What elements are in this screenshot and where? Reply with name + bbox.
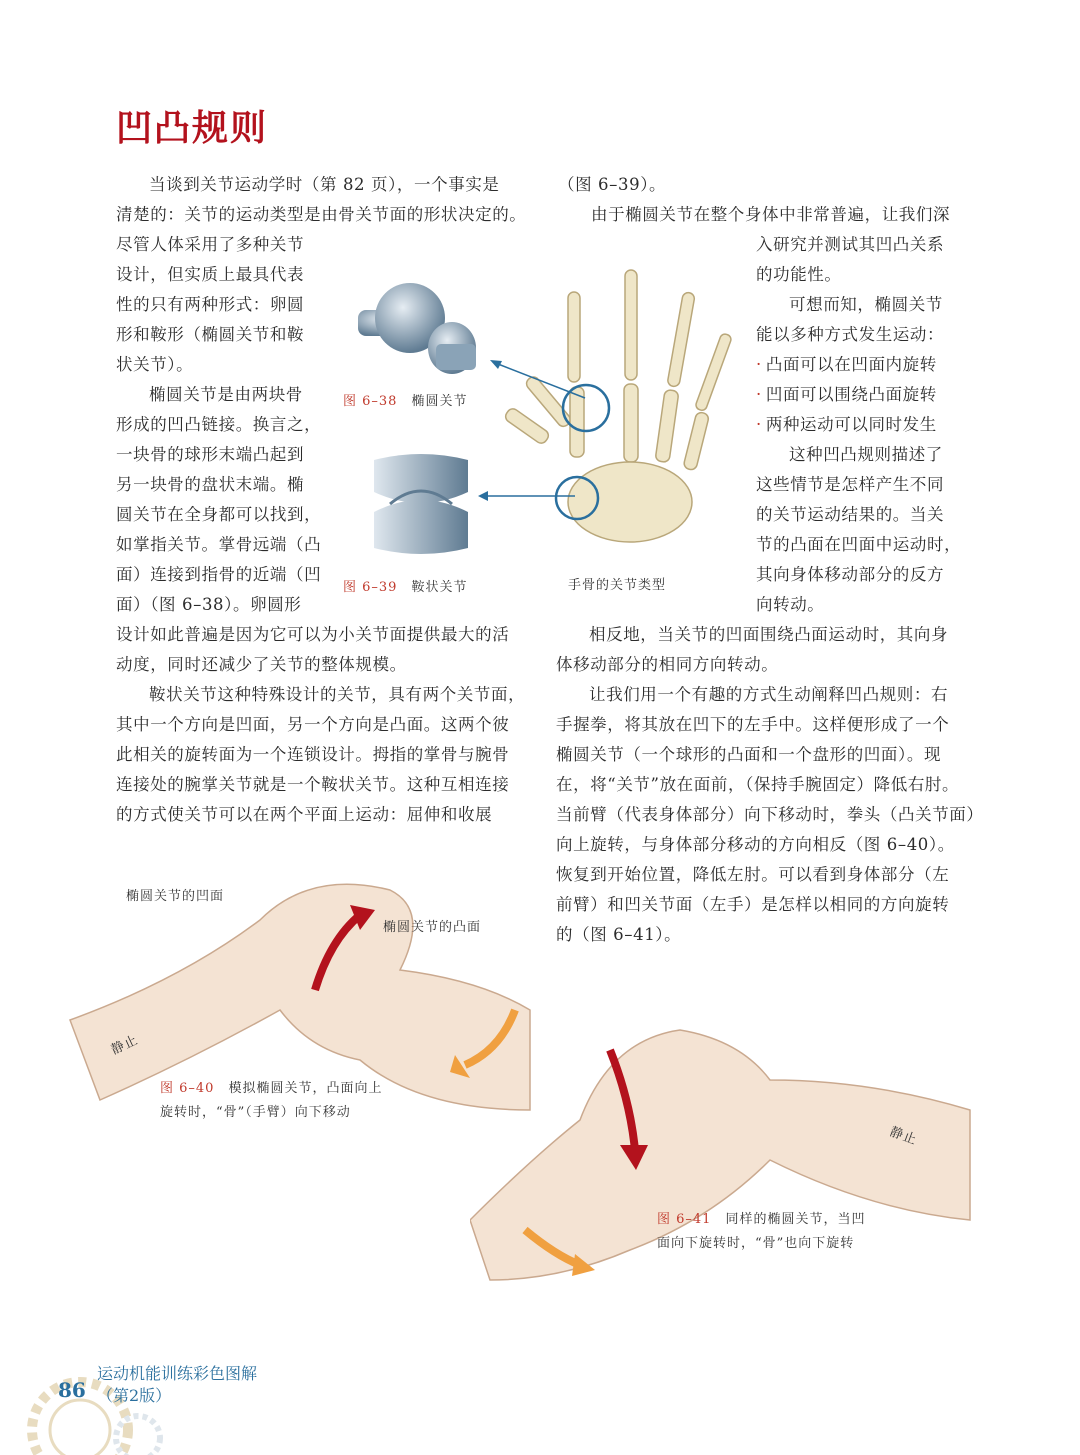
text-line: 设计如此普遍是因为它可以为小关节面提供最大的活 <box>116 625 510 644</box>
ellipsoid-joint-illustration <box>350 268 480 383</box>
text-line: 连接处的腕掌关节就是一个鞍状关节。这种互相连接 <box>116 775 510 794</box>
text-line: 一块骨的球形末端凸起到 <box>116 445 305 464</box>
pointer-arrows <box>470 350 590 510</box>
text-line: 其中一个方向是凹面，另一个方向是凸面。这两个彼 <box>116 715 510 734</box>
text-line: 尽管人体采用了多种关节 <box>116 235 305 254</box>
figure-text: 模拟椭圆关节，凸面向上 <box>228 1081 383 1096</box>
right-top <box>558 170 978 230</box>
text-line: 手握拳，将其放在凹下的左手中。这样便形成了一个 <box>556 715 950 734</box>
figure-number: 图 6–40 <box>160 1081 215 1096</box>
page-number: 86 <box>58 1378 86 1402</box>
text-line: 的方式使关节可以在两个平面上运动：屈伸和收展 <box>116 805 493 824</box>
text-line: 动度，同时还减少了关节的整体规模。 <box>116 655 407 674</box>
text-line: 体移动部分的相同方向转动。 <box>556 655 779 674</box>
text-line: 当前臂（代表身体部分）向下移动时，拳头（凸关节面） <box>556 805 984 824</box>
edition-text: （第2版） <box>97 1386 172 1405</box>
list-item: · 凹面可以围绕凸面旋转 <box>756 380 978 410</box>
hand-caption: 手骨的关节类型 <box>568 578 667 593</box>
still-label: 静止 <box>887 1124 920 1149</box>
figure-6-41-caption <box>657 1208 865 1256</box>
figure-text: 同样的椭圆关节，当凹 <box>725 1212 866 1227</box>
convex-surface-label: 椭圆关节的凸面 <box>383 920 482 935</box>
text-line: 让我们用一个有趣的方式生动阐释凹凸规则：右 <box>589 685 949 704</box>
text-line: 清楚的：关节的运动类型是由骨关节面的形状决定的。 <box>116 205 527 224</box>
text-line: 恢复到开始位置，降低左肘。可以看到身体部分（左 <box>556 865 950 884</box>
text-line: 形和鞍形（椭圆关节和鞍 <box>116 325 305 344</box>
figure-6-38-caption <box>343 390 467 409</box>
text-line: 入研究并测试其凹凸关系 <box>756 235 945 254</box>
figure-number: 图 6–39 <box>343 580 398 595</box>
text-line: 这种凹凸规则描述了 <box>789 445 943 464</box>
text-line: 设计，但实质上最具代表 <box>116 265 305 284</box>
text-line: 这些情节是怎样产生不同 <box>756 475 945 494</box>
text-line: 前臂）和凹关节面（左手）是怎样以相同的方向旋转 <box>556 895 950 914</box>
figure-text: 椭圆关节 <box>411 394 468 409</box>
figure-text: 鞍状关节 <box>411 580 468 595</box>
figure-number: 图 6–41 <box>657 1212 712 1227</box>
paragraph-1 <box>116 170 536 230</box>
text-line: 的（图 6–41）。 <box>556 925 682 944</box>
text-line: 面）（图 6–38）。卵圆形 <box>116 595 302 614</box>
text-line: 当谈到关节运动学时（第 82 页），一个事实是 <box>149 175 500 194</box>
text-line: 能以多种方式发生运动： <box>756 325 945 344</box>
text-line: 面）连接到指骨的近端（凹 <box>116 565 322 584</box>
text-line: 此相关的旋转面为一个连锁设计。拇指的掌骨与腕骨 <box>116 745 510 764</box>
figure-number: 图 6–38 <box>343 394 398 409</box>
text-line: 向上旋转，与身体部分移动的方向相反（图 6–40）。 <box>556 835 955 854</box>
figure-text: 旋转时，“骨”（手臂）向下移动 <box>160 1105 351 1120</box>
paragraph-2-3 <box>116 620 541 830</box>
list-item: · 两种运动可以同时发生 <box>756 410 978 440</box>
text-line: （图 6–39）。 <box>558 175 667 194</box>
page-title: 凹凸规则 <box>116 107 269 149</box>
saddle-joint-illustration <box>370 448 472 558</box>
text-line: 如掌指关节。掌骨远端（凸 <box>116 535 322 554</box>
concave-surface-label: 椭圆关节的凹面 <box>126 889 225 904</box>
text-line: 椭圆关节是由两块骨 <box>149 385 303 404</box>
text-line: 性的只有两种形式：卵圆 <box>116 295 305 314</box>
bullet-list <box>756 350 978 440</box>
list-item: · 凸面可以在凹面内旋转 <box>756 350 978 380</box>
text-line: 其向身体移动部分的反方 <box>756 565 945 584</box>
text-line: 可想而知，椭圆关节 <box>789 295 943 314</box>
book-title-text: 运动机能训练彩色图解 <box>97 1364 258 1383</box>
text-line: 鞍状关节这种特殊设计的关节，具有两个关节面， <box>149 685 526 704</box>
text-line: 形成的凹凸链接。换言之， <box>116 415 322 434</box>
right-narrow <box>756 230 978 620</box>
text-line: 的功能性。 <box>756 265 842 284</box>
still-label: 静止 <box>108 1032 141 1059</box>
text-line: 另一块骨的盘状末端。椭 <box>116 475 305 494</box>
figure-6-40-caption <box>160 1077 382 1125</box>
paragraph-narrow <box>116 230 336 620</box>
text-line: 向转动。 <box>756 595 825 614</box>
book-title <box>97 1363 257 1407</box>
text-line: 在，将“关节”放在面前，（保持手腕固定）降低右肘。 <box>556 775 960 794</box>
right-lower <box>556 620 984 950</box>
figure-6-39-caption <box>343 576 467 595</box>
text-line: 椭圆关节（一个球形的凸面和一个盘形的凹面）。现 <box>556 745 942 764</box>
text-line: 状关节）。 <box>116 355 194 374</box>
text-line: 圆关节在全身都可以找到， <box>116 505 322 524</box>
text-line: 节的凸面在凹面中运动时， <box>756 535 962 554</box>
text-line: 相反地，当关节的凹面围绕凸面运动时，其向身 <box>589 625 949 644</box>
text-line: 由于椭圆关节在整个身体中非常普遍，让我们深 <box>591 205 951 224</box>
text-line: 的关节运动结果的。当关 <box>756 505 945 524</box>
figure-text: 面向下旋转时，“骨”也向下旋转 <box>657 1236 855 1251</box>
